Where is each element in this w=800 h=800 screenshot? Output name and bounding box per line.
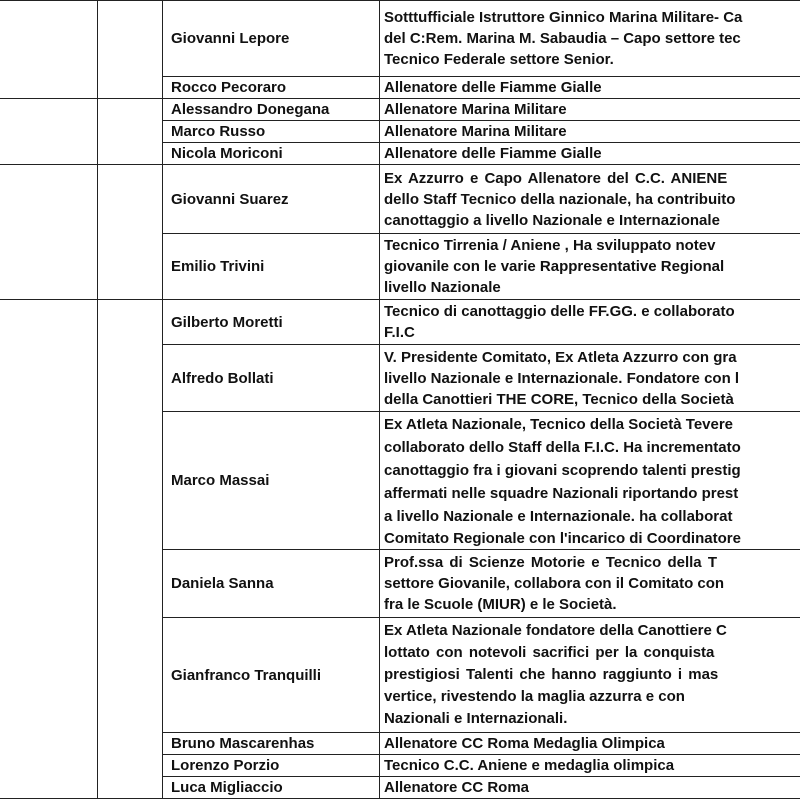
role-line: prestigiosi Talenti che hanno raggiunto i mas (384, 666, 719, 683)
role-line: Prof.ssa di Scienze Motorie e Tecnico della T (384, 554, 717, 571)
staff-role (380, 777, 800, 799)
staff-role (380, 755, 800, 777)
staff-name: Rocco Pecoraro (163, 77, 380, 99)
role-line: lottato con notevoli sacrifici per la conquista (384, 644, 715, 661)
role-line: Sotttufficiale Istruttore Ginnico Marina Militare- Ca (384, 9, 743, 26)
staff-role (380, 143, 800, 165)
staff-role (380, 550, 800, 618)
role-line: Allenatore CC Roma (384, 779, 530, 796)
staff-name: Marco Massai (163, 412, 380, 550)
sub-cell (98, 99, 163, 165)
role-line: canottaggio fra i giovani scoprendo talenti prestig (384, 461, 741, 479)
sub-cell (98, 300, 163, 799)
role-line: Nazionali e Internazionali. (384, 710, 568, 727)
role-line: livello Nazionale (384, 279, 501, 296)
role-line: Allenatore Marina Militare (384, 123, 567, 140)
role-line: fra le Scuole (MIUR) e le Società. (384, 596, 617, 613)
staff-role (380, 618, 800, 733)
role-line: Tecnico Tirrenia / Aniene , Ha sviluppato notev (384, 237, 716, 254)
staff-name: Daniela Sanna (163, 550, 380, 618)
role-line: V. Presidente Comitato, Ex Atleta Azzurro con gra (384, 348, 737, 366)
role-line: dello Staff Tecnico della nazionale, ha contribuito (384, 190, 736, 208)
staff-name: Giovanni Lepore (163, 1, 380, 77)
staff-name: Emilio Trivini (163, 234, 380, 300)
sub-cell (98, 165, 163, 300)
role-line: collaborato dello Staff della F.I.C. Ha incrementato (384, 438, 741, 456)
staff-name: Gianfranco Tranquilli (163, 618, 380, 733)
staff-role (380, 99, 800, 121)
role-line: Ex Atleta Nazionale fondatore della Canottiere C (384, 622, 727, 639)
staff-role (380, 121, 800, 143)
role-line: affermati nelle squadre Nazionali riportando prest (384, 484, 739, 502)
role-line: della Canottieri THE CORE, Tecnico della Società (384, 390, 734, 408)
role-line: settore Giovanile, collabora con il Comitato con (384, 575, 725, 592)
role-line: a livello Nazionale e Internazionale. ha collaborat (384, 507, 733, 525)
staff-role (380, 412, 800, 550)
role-line: Ex Azzurro e Capo Allenatore del C.C. ANIENE (384, 169, 728, 187)
role-line: vertice, rivestendo la maglia azzurra e con (384, 688, 685, 705)
staff-name: Marco Russo (163, 121, 380, 143)
role-line: Allenatore delle Fiamme Gialle (384, 79, 602, 96)
role-line: livello Nazionale e Internazionale. Fondatore con l (384, 369, 740, 387)
role-line: giovanile con le varie Rappresentative Regional (384, 258, 725, 275)
staff-role (380, 77, 800, 99)
sub-cell (98, 1, 163, 99)
staff-role (380, 165, 800, 234)
role-line: canottaggio a livello Nazionale e Internazionale (384, 211, 720, 229)
role-line: Tecnico C.C. Aniene e medaglia olimpica (384, 757, 675, 774)
role-line: Allenatore CC Roma Medaglia Olimpica (384, 735, 665, 752)
role-line: Tecnico di canottaggio delle FF.GG. e collaborato (384, 303, 735, 320)
staff-name: Giovanni Suarez (163, 165, 380, 234)
table-row (0, 99, 800, 121)
staff-role (380, 733, 800, 755)
role-line: del C:Rem. Marina M. Sabaudia – Capo settore tec (384, 30, 741, 47)
staff-name: Luca Migliaccio (163, 777, 380, 799)
role-line: Tecnico Federale settore Senior. (384, 51, 614, 68)
group-cell (0, 165, 98, 300)
role-line: Allenatore delle Fiamme Gialle (384, 145, 602, 162)
staff-name: Alessandro Donegana (163, 99, 380, 121)
staff-role (380, 1, 800, 77)
staff-role (380, 345, 800, 412)
group-cell (0, 99, 98, 165)
staff-name: Lorenzo Porzio (163, 755, 380, 777)
staff-name: Bruno Mascarenhas (163, 733, 380, 755)
table-row (0, 1, 800, 77)
table-row (0, 165, 800, 234)
role-line: Ex Atleta Nazionale, Tecnico della Società Tevere (384, 415, 734, 433)
table-row (0, 300, 800, 345)
group-cell (0, 300, 98, 799)
role-line: Comitato Regionale con l'incarico di Coordinatore (384, 529, 741, 547)
staff-name: Nicola Moriconi (163, 143, 380, 165)
staff-name: Gilberto Moretti (163, 300, 380, 345)
group-cell (0, 1, 98, 99)
role-line: F.I.C (384, 324, 415, 341)
staff-role (380, 300, 800, 345)
staff-role (380, 234, 800, 300)
role-line: Allenatore Marina Militare (384, 101, 567, 118)
staff-name: Alfredo Bollati (163, 345, 380, 412)
